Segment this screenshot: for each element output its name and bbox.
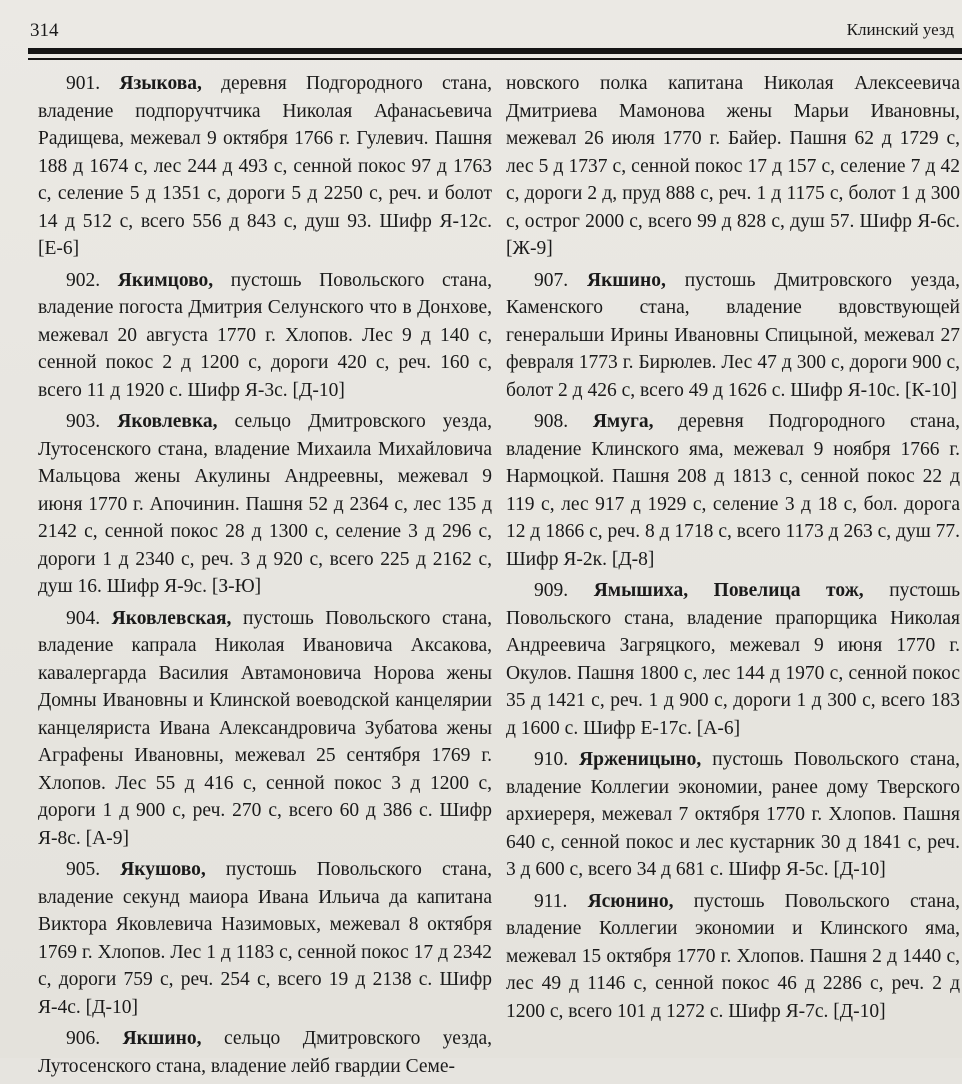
entry-text: пустошь Повольского стана, владение погоста Дмитрия Селунского что в Донхове, межевал 20 августа 1770 г. Хлопов. Лес 9 д 140 с, сенной покос 2 д 1200 с, дороги 420 с, реч. 160 с, всего 11 д 1920 с. Шифр Я-3с. [Д-10] [38,269,492,401]
entry-paragraph [38,856,492,1021]
entry-name: Якшино, [122,1028,202,1049]
entry-paragraph [38,70,492,263]
entry-name: Яковлевская, [111,607,232,629]
entry-number: 909. [534,580,594,601]
entry-text: пустошь Повольского стана, владение секунд маиора Ивана Ильича да капитана Виктора Яковлевича Назимовых, межевал 8 октября 1769 г. Хлопов. Лес 1 д 1183 с, сенной покос 17 д 2342 с, дороги 759 с, реч. 254 с, всего 19 д 2138 с. Шифр Я-4с. [Д-10] [38,859,492,1018]
entry-paragraph [506,267,960,405]
entry-name: Ямышиха, Повелица тож, [593,580,864,601]
entry-paragraph [38,1025,492,1080]
entry-text: пустошь Дмитровского уезда, Каменского стана, владение вдовствующей генеральши Ирины Ивановны Спицыной, межевал 27 февраля 1773 г. Бирюлев. Лес 47 д 300 с, дороги 900 с, болот 2 д 426 с, всего 49 д 1626 с. Шифр Я-10с. [К-10] [506,269,960,401]
entry-text: новского полка капитана Николая Алексеевича Дмитриева Мамонова жены Марьи Ивановны, межевал 26 июля 1770 г. Байер. Пашня 62 д 1729 с, лес 5 д 1737 с, сенной покос 17 д 157 с, селение 7 д 42 с, дороги 2 д, пруд 888 с, реч. 1 д 1175 с, болот 1 д 300 с, острог 2000 с, всего 99 д 828 с, душ 57. Шифр Я-6с. [Ж-9] [506,73,960,259]
entry-paragraph [506,577,960,742]
entry-text: деревня Подгородного стана, владение подпоручтчика Николая Афанасьевича Радищева, межевал 9 октября 1766 г. Гулевич. Пашня 188 д 1674 с, лес 244 д 493 с, сенной покос 97 д 1763 с, селение 5 д 1351 с, дороги 5 д 2250 с, реч. и болот 14 д 512 с, всего 556 д 843 с, душ 93. Шифр Я-12с. [Е-6] [38,73,492,259]
entry-number: 902. [66,269,118,291]
entry-paragraph [38,605,492,853]
entry-paragraph [506,888,960,1026]
left-column [38,70,492,1084]
entry-text: сельцо Дмитровского уезда, Лутосенского стана, владение лейб гвардии Семе- [38,1028,492,1077]
entry-name: Ярженицыно, [579,749,702,770]
entry-number: 904. [66,607,112,629]
entry-paragraph [38,408,492,601]
entry-text: пустошь Повольского стана, владение прапорщика Николая Андреевича Загряцкого, межевал 9 июня 1770 г. Окулов. Пашня 1800 с, лес 144 д 1970 с, сенной покос 35 д 1421 с, реч. 1 д 900 с, дороги 1 д 300 с, всего 183 д 1600 с. Шифр Е-17с. [А-6] [506,580,960,739]
entry-paragraph [506,408,960,573]
entry-name: Языкова, [119,73,202,94]
entry-text: пустошь Повольского стана, владение Коллегии экономии и Клинского яма, межевал 15 октября 1770 г. Хлопов. Пашня 2 д 1440 с, лес 49 д 1146 с, сенной покос 46 д 2286 с, реч. 2 д 1200 с, всего 101 д 1272 с. Шифр Я-7с. [Д-10] [506,890,960,1022]
right-column [506,70,960,1029]
entry-paragraph [38,267,492,405]
entry-text: деревня Подгородного стана, владение Клинского яма, межевал 9 ноября 1766 г. Нармоцкой. Пашня 208 д 1813 с, сенной покос 22 д 119 с, лес 917 д 1929 с, селение 3 д 18 с, бол. дорога 12 д 1866 с, реч. 8 д 1718 с, всего 1173 д 263 с, душ 77. Шифр Я-2к. [Д-8] [506,411,960,570]
entry-paragraph [506,70,960,263]
entry-name: Якимцово, [117,269,214,291]
entry-text: пустошь Повольского стана, владение Коллегии экономии, ранее дому Тверского архиереря, межевал 7 октября 1770 г. Хлопов. Пашня 640 с, сенной покос и лес кустарник 30 д 1841 с, реч. 3 д 600 с, всего 34 д 681 с. Шифр Я-5с. [Д-10] [506,749,960,880]
text-columns [38,70,960,1077]
page-number: 314 [30,20,59,41]
entry-number: 908. [534,411,593,432]
header-rule-thin [28,58,962,60]
entry-text: сельцо Дмитровского уезда, Лутосенского стана, владение Михаила Михайловича Мальцова жены Акулины Андреевны, межевал 9 июня 1770 г. Апочинин. Пашня 52 д 2364 с, лес 135 д 2142 с, сенной покос 28 д 1300 с, селение 3 д 296 с, дороги 1 д 2340 с, реч. 3 д 920 с, всего 225 д 2162 с, душ 16. Шифр Я-9с. [З-Ю] [38,411,492,597]
entry-number: 905. [66,859,121,880]
entry-paragraph [506,746,960,884]
entry-name: Якушово, [120,859,206,880]
entry-name: Яковлевка, [117,411,218,432]
entry-number: 910. [534,749,580,770]
entry-number: 911. [534,890,588,912]
entry-text: пустошь Повольского стана, владение капрала Николая Ивановича Аксакова, кавалергарда Василия Автамоновича Норова жены Домны Ивановны и Клинской воеводской канцелярии канцеляриста Ивана Александровича Зубатова жены Аграфены Ивановны, межевал 25 сентября 1769 г. Хлопов. Лес 55 д 416 с, сенной покос 3 д 1200 с, дороги 1 д 900 с, реч. 270 с, всего 60 д 386 с. Шифр Я-8с. [А-9] [38,607,492,849]
entry-number: 907. [534,269,587,291]
running-title: Клинский уезд [846,20,954,39]
entry-name: Якшино, [586,269,666,291]
entry-name: Ямуга, [592,411,654,432]
entry-number: 901. [66,73,120,94]
entry-number: 903. [66,411,118,432]
page-header [28,14,954,44]
header-rule-thick [28,48,962,54]
entry-number: 906. [66,1028,123,1049]
entry-name: Ясюнино, [587,890,674,912]
